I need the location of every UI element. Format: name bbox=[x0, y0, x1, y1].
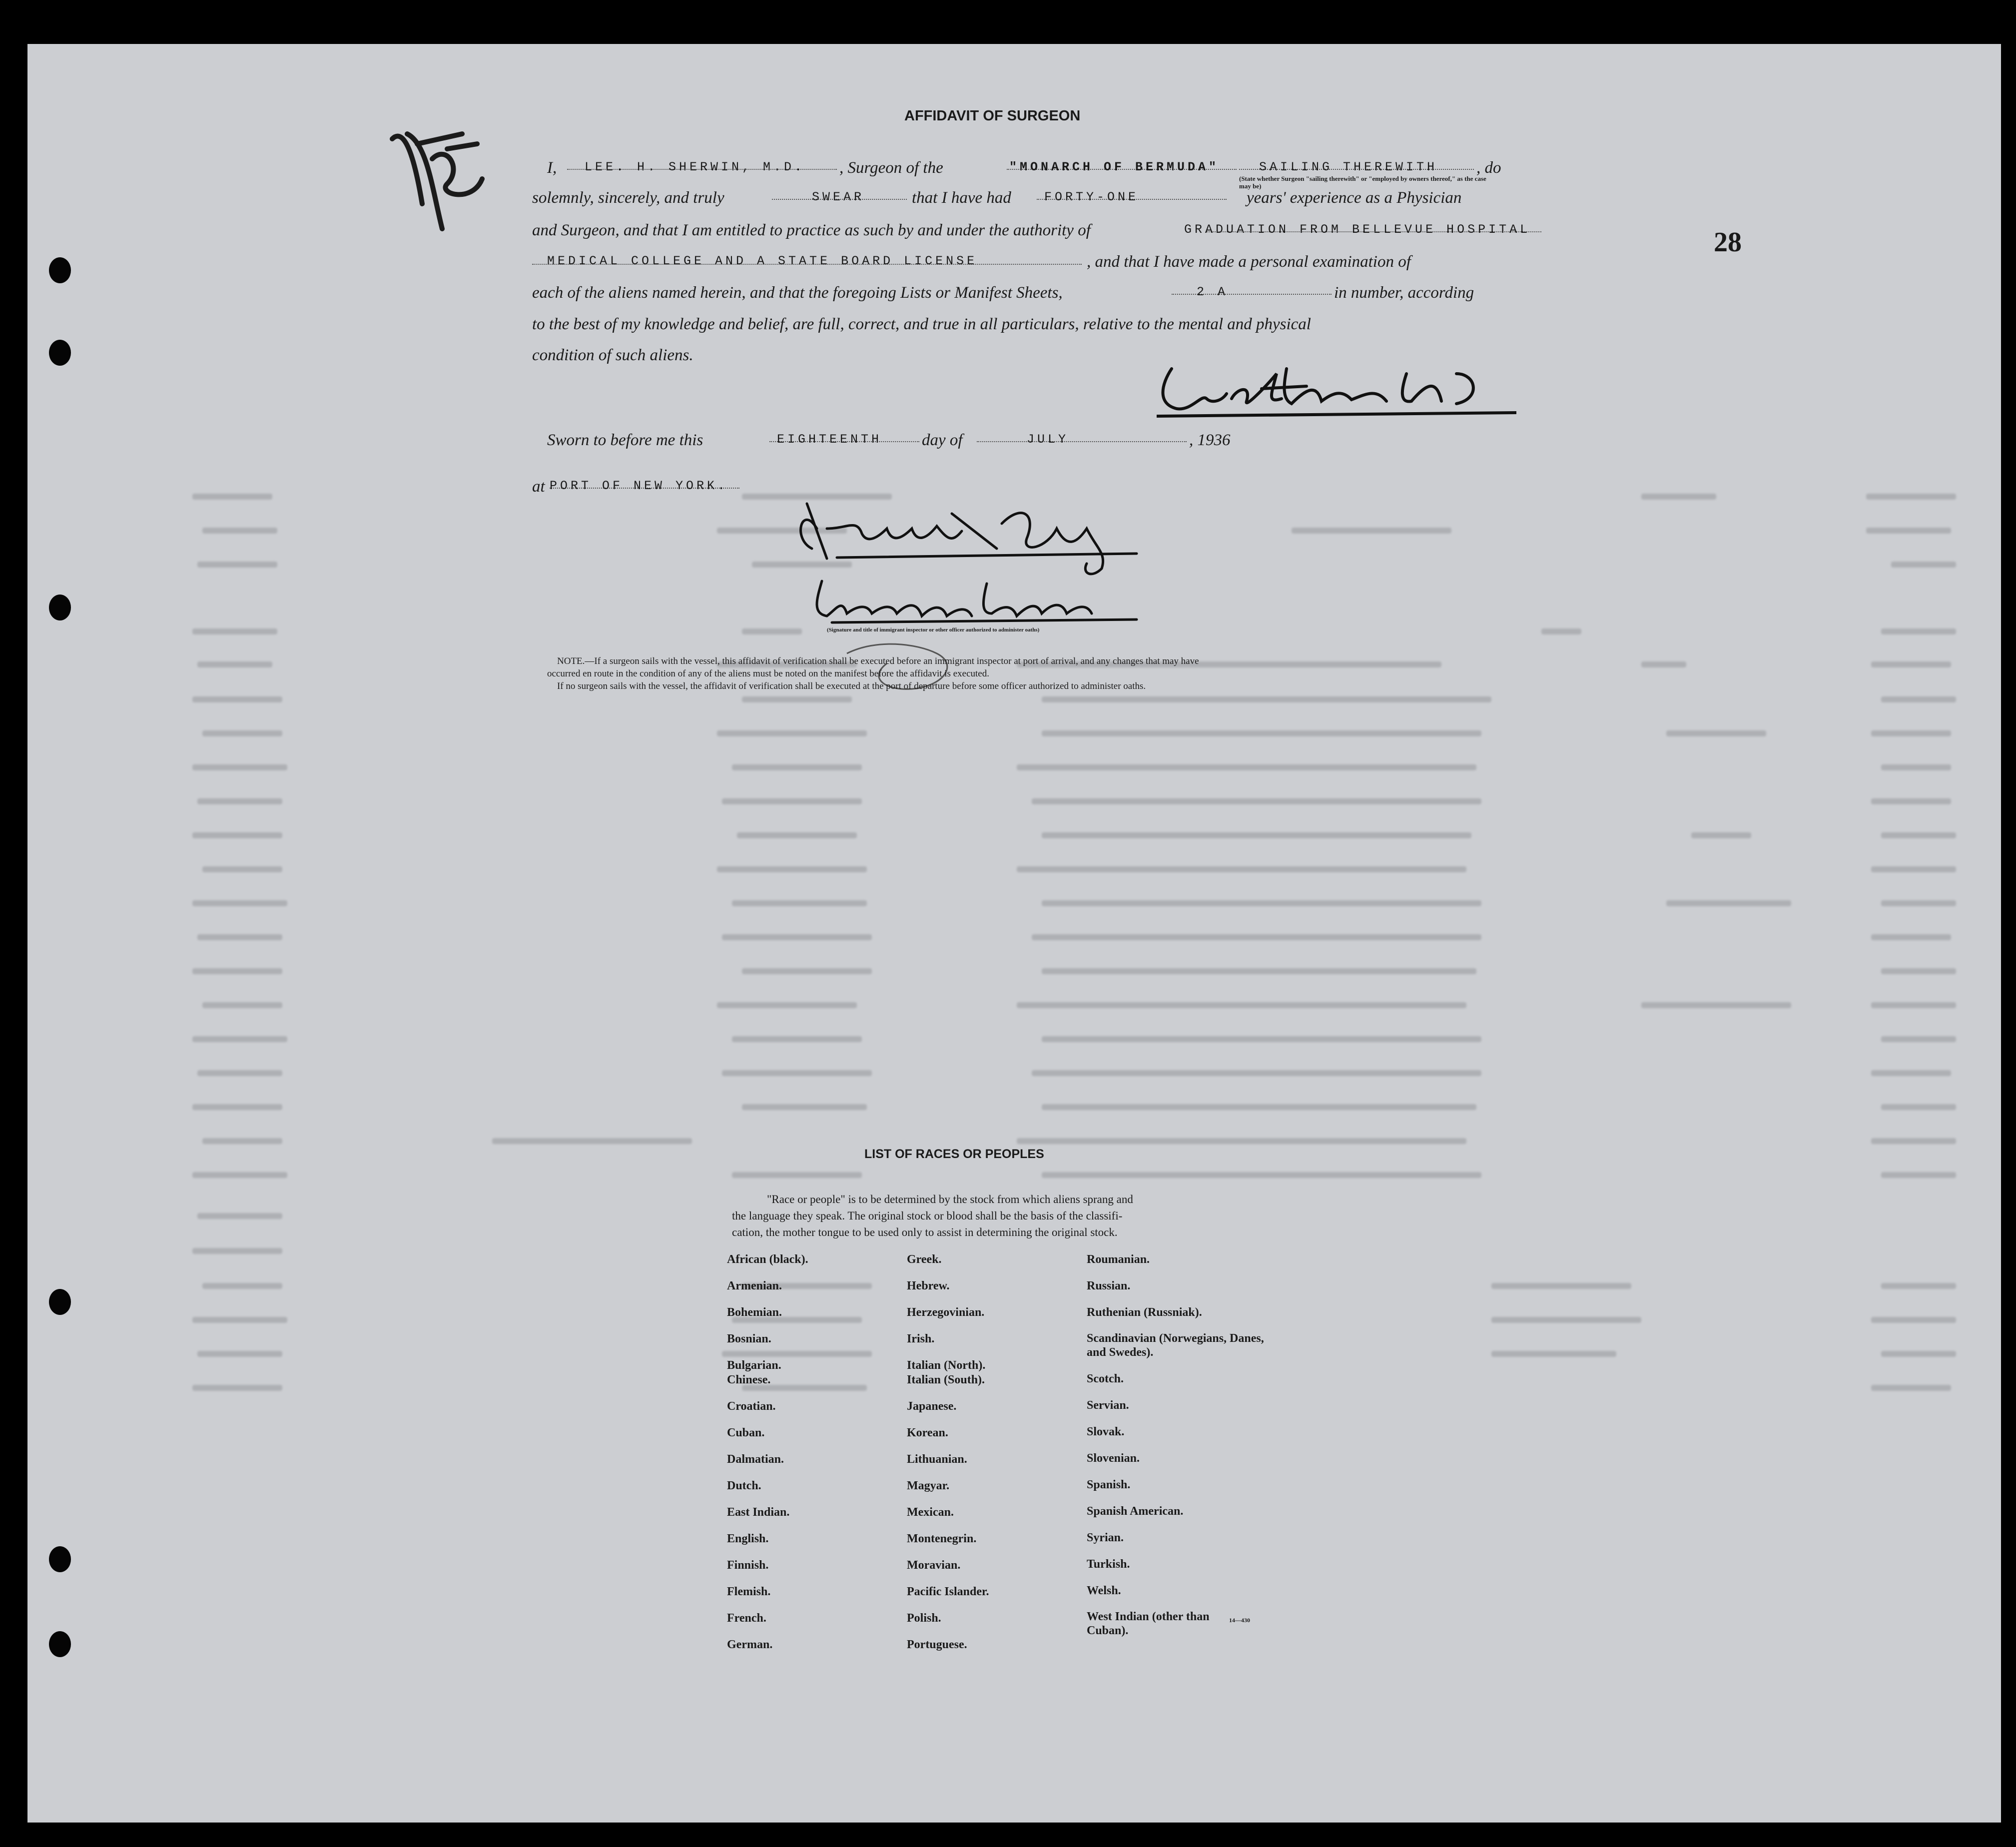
race-item: African (black). bbox=[727, 1253, 808, 1266]
sworn-month: JULY bbox=[1027, 432, 1069, 447]
races-intro-2: the language they speak. The original stock or blood shall be the basis of the classifi- bbox=[732, 1210, 1123, 1222]
races-intro-1: "Race or people" is to be determined by the stock from which aliens sprang and bbox=[767, 1193, 1133, 1206]
race-item: Montenegrin. bbox=[907, 1532, 977, 1545]
handwritten-mark bbox=[387, 114, 492, 244]
race-item: German. bbox=[727, 1638, 773, 1651]
race-item: Chinese. bbox=[727, 1373, 771, 1386]
binder-hole bbox=[49, 1289, 71, 1315]
sworn-year: , 1936 bbox=[1189, 431, 1231, 449]
race-item: Turkish. bbox=[1087, 1558, 1130, 1571]
race-item: Portuguese. bbox=[907, 1638, 967, 1651]
race-item: Spanish. bbox=[1087, 1478, 1131, 1491]
race-item: Armenian. bbox=[727, 1279, 782, 1292]
sworn-prefix: Sworn to before me this bbox=[547, 431, 703, 449]
race-item: West Indian (other than Cuban). bbox=[1087, 1610, 1210, 1637]
races-intro-3: cation, the mother tongue to be used only to assist in determining the original stock. bbox=[732, 1226, 1118, 1238]
races-heading: LIST OF RACES OR PEOPLES bbox=[864, 1147, 1044, 1161]
race-item: Moravian. bbox=[907, 1559, 961, 1572]
form-number: 14—430 bbox=[1229, 1617, 1250, 1624]
sworn-day: EIGHTEENTH bbox=[777, 432, 882, 447]
authority-line-2: MEDICAL COLLEGE AND A STATE BOARD LICENSE bbox=[547, 254, 978, 268]
race-item: Italian (North). bbox=[907, 1359, 986, 1372]
line5-prefix: each of the aliens named herein, and that the foregoing Lists or Manifest Sheets, bbox=[532, 284, 1063, 302]
binder-hole bbox=[49, 1631, 71, 1657]
race-item: Syrian. bbox=[1087, 1531, 1124, 1544]
race-item: Dutch. bbox=[727, 1479, 761, 1492]
binder-hole bbox=[49, 1546, 71, 1572]
race-item: Herzegovinian. bbox=[907, 1306, 985, 1319]
note-line-3: If no surgeon sails with the vessel, the affidavit of verification shall be executed at the port of departure before some officer authorized to administer oaths. bbox=[557, 681, 1146, 691]
line2-prefix: solemnly, sincerely, and truly bbox=[532, 189, 724, 207]
race-item: Mexican. bbox=[907, 1506, 954, 1519]
race-item: Croatian. bbox=[727, 1400, 776, 1413]
race-item: Irish. bbox=[907, 1332, 935, 1345]
race-item: Bosnian. bbox=[727, 1332, 771, 1345]
page-number: 28 bbox=[1714, 227, 1742, 258]
affidavit-line-1 bbox=[547, 159, 557, 177]
surgeon-name: LEE. H. SHERWIN, M.D. bbox=[585, 160, 805, 174]
month-fill bbox=[977, 441, 1187, 442]
races-column-2 bbox=[907, 1252, 989, 1664]
line3: and Surgeon, and that I am entitled to practice as such by and under the authority of bbox=[532, 221, 1091, 239]
line1-end: , do bbox=[1476, 159, 1501, 177]
races-column-1 bbox=[727, 1252, 808, 1664]
sworn-place: PORT OF NEW YORK. bbox=[550, 479, 728, 493]
race-item: Finnish. bbox=[727, 1559, 769, 1572]
race-item: Bulgarian. bbox=[727, 1359, 781, 1372]
years-experience: FORTY-ONE bbox=[1044, 190, 1139, 204]
affidavit-heading: AFFIDAVIT OF SURGEON bbox=[904, 108, 1081, 124]
race-item: Flemish. bbox=[727, 1585, 771, 1598]
races-column-3 bbox=[1087, 1252, 1277, 1636]
race-item: Scandinavian (Norwegians, Danes, and Swedes). bbox=[1087, 1332, 1264, 1359]
race-item: Magyar. bbox=[907, 1479, 950, 1492]
line2-mid: that I have had bbox=[912, 189, 1011, 207]
race-item: Polish. bbox=[907, 1612, 941, 1625]
document-scan bbox=[27, 44, 2001, 1823]
race-item: Italian (South). bbox=[907, 1373, 985, 1386]
race-item: Russian. bbox=[1087, 1279, 1131, 1292]
note-line-1: NOTE.—If a surgeon sails with the vessel, this affidavit of verification shall be executed before an immigrant inspector at port of arrival, and any changes that may have bbox=[557, 656, 1199, 666]
line4-end: , and that I have made a personal examination of bbox=[1087, 253, 1411, 271]
sailing-status: SAILING THEREWITH bbox=[1259, 160, 1438, 174]
line1-prefix: I, bbox=[547, 159, 557, 177]
sheets-count: 2 A bbox=[1197, 285, 1229, 299]
sworn-day-of: day of bbox=[922, 431, 963, 449]
race-item: Korean. bbox=[907, 1426, 948, 1439]
race-item: Scotch. bbox=[1087, 1372, 1124, 1385]
sailing-note: (State whether Surgeon "sailing therewith" or "employed by owners thereof," as the case may be) bbox=[1239, 175, 1486, 190]
race-item: East Indian. bbox=[727, 1506, 790, 1519]
surgeon-signature bbox=[1157, 354, 1516, 424]
binder-hole bbox=[49, 595, 71, 620]
line5-end: in number, according bbox=[1334, 284, 1474, 302]
line2-end: years' experience as a Physician bbox=[1247, 189, 1462, 207]
race-item: French. bbox=[727, 1612, 766, 1625]
race-item: Welsh. bbox=[1087, 1584, 1121, 1597]
race-item: Servian. bbox=[1087, 1399, 1129, 1412]
race-item: English. bbox=[727, 1532, 769, 1545]
authority-line-1: GRADUATION FROM BELLEVUE HOSPITAL bbox=[1184, 222, 1531, 237]
line1-mid: , Surgeon of the bbox=[839, 159, 943, 177]
race-item: Greek. bbox=[907, 1253, 942, 1266]
race-item: Japanese. bbox=[907, 1400, 957, 1413]
sworn-at: at bbox=[532, 478, 545, 496]
race-item: Cuban. bbox=[727, 1426, 765, 1439]
race-item: Ruthenian (Russniak). bbox=[1087, 1306, 1202, 1319]
race-item: Slovenian. bbox=[1087, 1452, 1140, 1465]
race-item: Spanish American. bbox=[1087, 1505, 1184, 1518]
race-item: Dalmatian. bbox=[727, 1453, 784, 1466]
vessel-name: "MONARCH OF BERMUDA" bbox=[1009, 160, 1220, 174]
oath-word: SWEAR bbox=[812, 190, 865, 204]
binder-hole bbox=[49, 340, 71, 366]
race-item: Bohemian. bbox=[727, 1306, 782, 1319]
race-item: Pacific Islander. bbox=[907, 1585, 989, 1598]
race-item: Hebrew. bbox=[907, 1279, 950, 1292]
race-item: Lithuanian. bbox=[907, 1453, 967, 1466]
signature-caption: (Signature and title of immigrant inspector or other officer authorized to administer oaths) bbox=[827, 627, 1040, 633]
race-item: Roumanian. bbox=[1087, 1253, 1150, 1266]
binder-hole bbox=[49, 257, 71, 283]
sheets-fill bbox=[1172, 294, 1332, 295]
line6: to the best of my knowledge and belief, are full, correct, and true in all particulars, relative to the mental and physical bbox=[532, 315, 1311, 333]
race-item: Slovak. bbox=[1087, 1425, 1125, 1438]
note-line-2: occurred en route in the condition of any of the aliens must be noted on the manifest before the affidavit is executed. bbox=[547, 668, 989, 679]
line7: condition of such aliens. bbox=[532, 346, 693, 364]
